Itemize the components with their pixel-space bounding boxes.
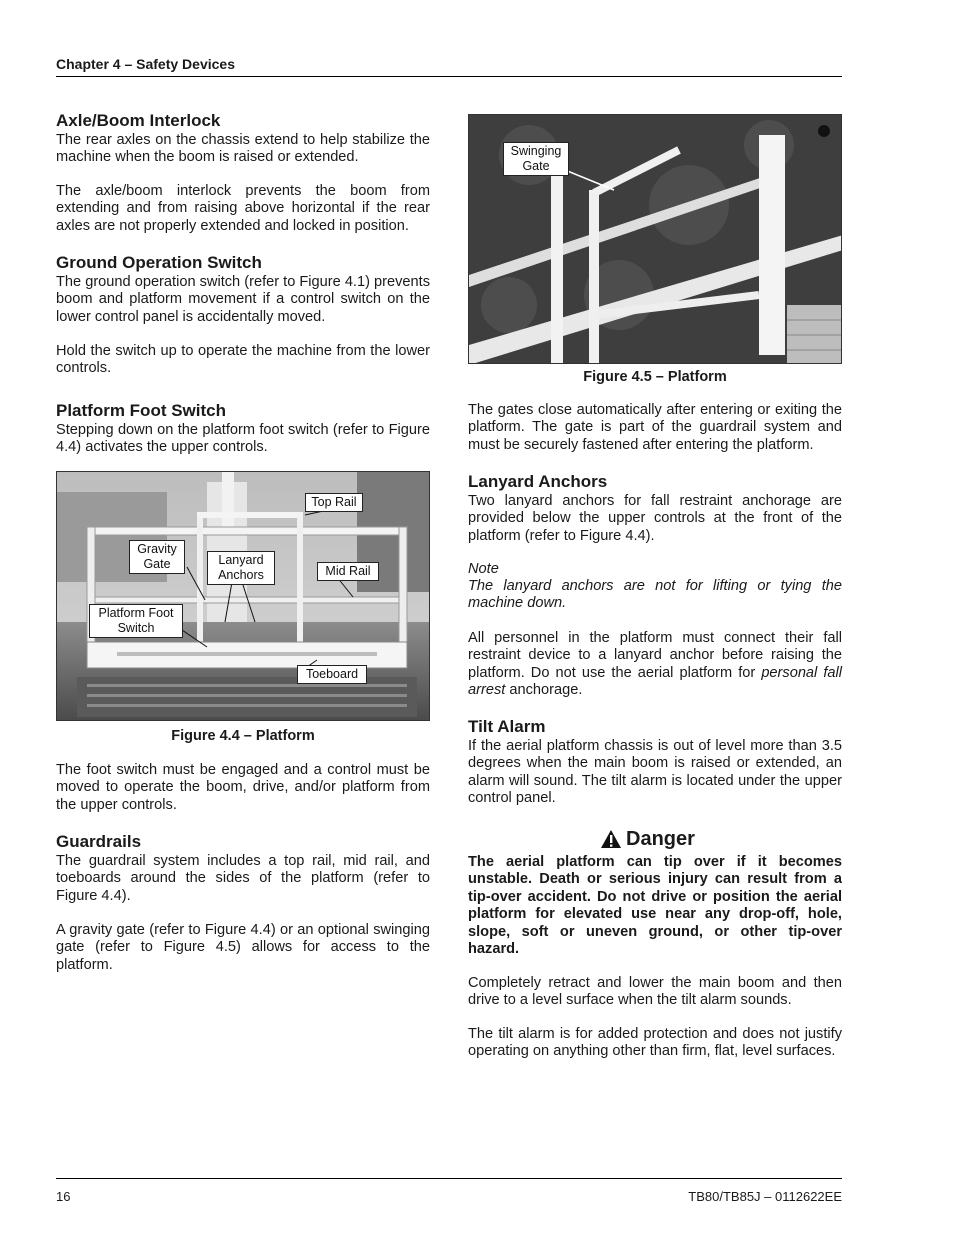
foot-switch-heading: Platform Foot Switch [56, 401, 226, 420]
warning-triangle-icon [600, 829, 622, 849]
danger-paragraph: The aerial platform can tip over if it becomes unstable. Death or serious injury can result from a tip-over accident. Do not drive or position the aerial platform for elevated use near any drop-off, hole, slope, soft or uneven ground, or other tip-over hazard. [468, 854, 842, 958]
lanyard-paragraph-1: Two lanyard anchors for fall restraint anchorage are provided below the upper controls at the front of the platform (refer to Figure 4.4). [468, 493, 842, 544]
gravity-gate-callout: Gravity Gate [129, 540, 185, 574]
gates-paragraph: The gates close automatically after entering or exiting the platform. The gate is part of the guardrail system and must be securely fastened after entering the platform. [468, 402, 842, 453]
danger-heading [600, 827, 695, 851]
danger-title-text: Danger [626, 828, 695, 850]
lanyard-anchors-callout: Lanyard Anchors [207, 551, 275, 585]
axle-boom-heading: Axle/Boom Interlock [56, 111, 221, 130]
page-number: 16 [56, 1189, 71, 1204]
lanyard-paragraph-2 [468, 630, 842, 700]
page-header [56, 55, 842, 77]
tilt-paragraph-1: If the aerial platform chassis is out of level more than 3.5 degrees when the main boom is raised or extended, an alarm will sound. The tilt alarm is located under the upper control panel. [468, 738, 842, 807]
foot-paragraph-1: Stepping down on the platform foot switch (refer to Figure 4.4) activates the upper controls. [56, 422, 430, 456]
figure-4-4-caption: Figure 4.4 – Platform [171, 728, 315, 744]
lanyard-p2-end: anchorage. [505, 682, 583, 699]
note-text: The lanyard anchors are not for lifting or tying the machine down. [468, 578, 842, 612]
swinging-gate-callout: Swinging Gate [503, 142, 569, 176]
lanyard-anchors-heading: Lanyard Anchors [468, 472, 608, 491]
toeboard-callout: Toeboard [297, 665, 367, 684]
document-number: TB80/TB85J – 0112622EE [688, 1189, 842, 1204]
tilt-paragraph-3: The tilt alarm is for added protection and does not justify operating on anything other than firm, flat, level surfaces. [468, 1026, 842, 1060]
axle-paragraph-1: The rear axles on the chassis extend to help stabilize the machine when the boom is raised or extended. [56, 132, 430, 166]
lanyard-p2-emphasis: personal fall arrest [468, 664, 842, 699]
axle-paragraph-2: The axle/boom interlock prevents the boom from extending and from raising above horizontal if the rear axles are not properly extended and locked in position. [56, 183, 430, 234]
note-label: Note [468, 561, 499, 577]
figure-4-5-photo [468, 114, 842, 364]
figure-4-4-photo [56, 471, 430, 721]
foot-paragraph-2: The foot switch must be engaged and a control must be moved to operate the boom, drive, and/or platform from the upper controls. [56, 762, 430, 813]
ground-paragraph-2: Hold the switch up to operate the machine from the lower controls. [56, 343, 430, 377]
tilt-paragraph-2: Completely retract and lower the main boom and then drive to a level surface when the tilt alarm sounds. [468, 975, 842, 1009]
tilt-alarm-heading: Tilt Alarm [468, 717, 546, 736]
guardrails-paragraph-2: A gravity gate (refer to Figure 4.4) or an optional swinging gate (refer to Figure 4.5) allows for access to the platform. [56, 922, 430, 973]
top-rail-callout: Top Rail [305, 493, 363, 512]
ground-paragraph-1: The ground operation switch (refer to Figure 4.1) prevents boom and platform movement if a control switch on the lower control panel is accidentally moved. [56, 274, 430, 325]
platform-foot-switch-callout: Platform Foot Switch [89, 604, 183, 638]
figure-4-5-caption: Figure 4.5 – Platform [583, 369, 727, 385]
mid-rail-callout: Mid Rail [317, 562, 379, 581]
guardrails-heading: Guardrails [56, 832, 142, 851]
platform-photo-illustration [57, 472, 430, 721]
lanyard-p2-start: All personnel in the platform must connect their fall restraint device to a lanyard anchor before raising the platform. Do not use the aerial platform for [468, 630, 842, 681]
guardrails-paragraph-1: The guardrail system includes a top rail, mid rail, and toeboards around the sides of the platform (refer to Figure 4.4). [56, 853, 430, 904]
ground-switch-heading: Ground Operation Switch [56, 253, 262, 272]
footer-divider [56, 1178, 842, 1179]
chapter-title: Chapter 4 – Safety Devices [56, 56, 235, 72]
